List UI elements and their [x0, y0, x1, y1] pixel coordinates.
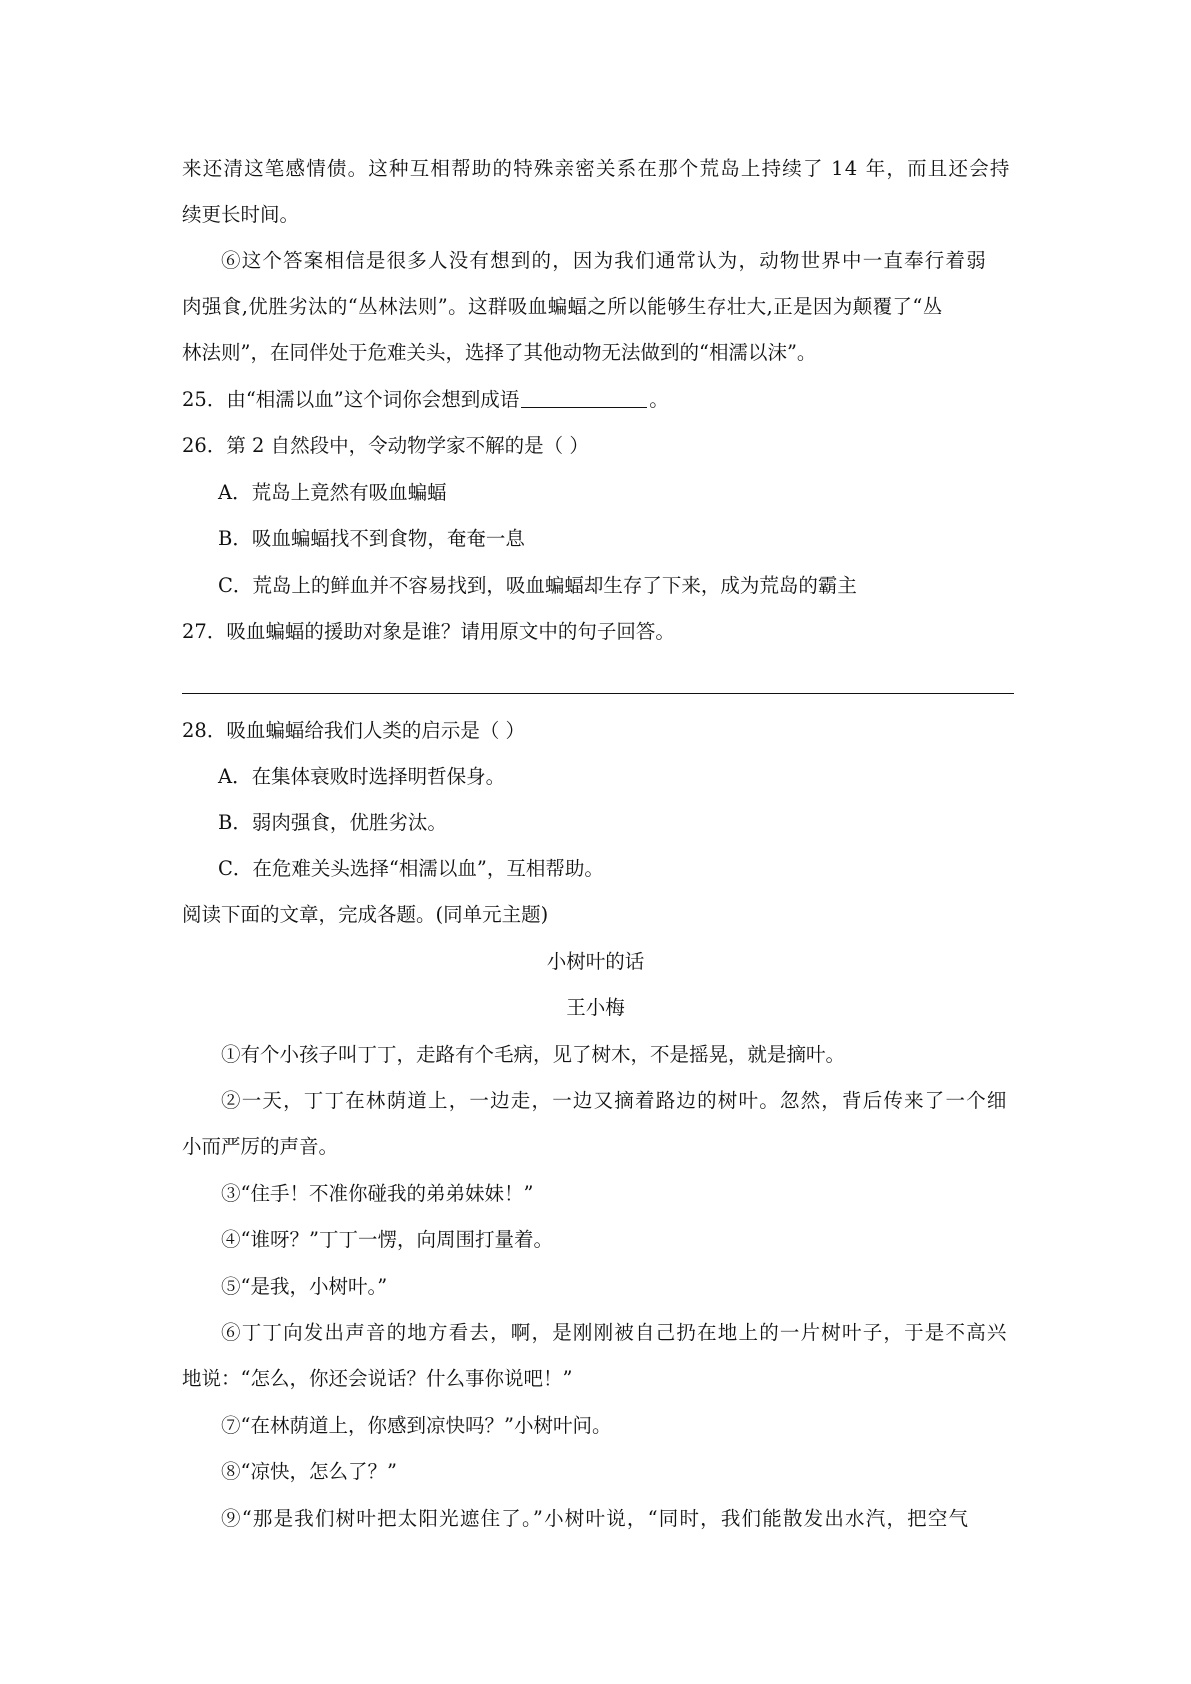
question-28-stem: 28．吸血蝙蝠给我们人类的启示是（ ）	[182, 719, 526, 742]
article-paragraph-8: ⑧“凉快，怎么了？”	[221, 1460, 397, 1483]
passage-paragraph-6-line: ⑥这个答案相信是很多人没有想到的，因为我们通常认为，动物世界中一直奉行着弱	[221, 249, 987, 272]
article-paragraph-9: ⑨“那是我们树叶把太阳光遮住了。”小树叶说，“同时，我们能散发出水汽，把空气	[221, 1507, 970, 1530]
article-paragraph-2-line: ②一天，丁丁在林荫道上，一边走，一边又摘着路边的树叶。忽然，背后传来了一个细	[221, 1089, 1008, 1112]
question-25-text: 25．由“相濡以血”这个词你会想到成语	[182, 388, 520, 411]
article-paragraph-4: ④“谁呀？”丁丁一愣，向周围打量着。	[221, 1228, 553, 1251]
question-26-option-a[interactable]: A．荒岛上竟然有吸血蝙蝠	[218, 481, 447, 504]
question-26-stem: 26．第 2 自然段中，令动物学家不解的是（ ）	[182, 434, 589, 457]
question-26-option-b[interactable]: B．吸血蝙蝠找不到食物，奄奄一息	[218, 527, 525, 550]
answer-line[interactable]	[182, 693, 1014, 694]
article-paragraph-2-line: 小而严厉的声音。	[182, 1135, 339, 1158]
passage-line: 来还清这笔感情债。这种互相帮助的特殊亲密关系在那个荒岛上持续了 14 年，而且还会持	[182, 157, 1011, 180]
question-25-suffix: 。	[649, 388, 669, 411]
article-paragraph-6-line: 地说：“怎么，你还会说话？什么事你说吧！”	[182, 1367, 573, 1390]
passage-paragraph-6-line: 肉强食,优胜劣汰的“丛林法则”。这群吸血蝙蝠之所以能够生存壮大,正是因为颠覆了“丛	[182, 295, 943, 318]
article-author: 王小梅	[566, 996, 625, 1019]
article-paragraph-1: ①有个小孩子叫丁丁，走路有个毛病，见了树木，不是摇晃，就是摘叶。	[221, 1043, 846, 1066]
question-28-option-a[interactable]: A．在集体衰败时选择明哲保身。	[218, 765, 506, 788]
question-26-option-c[interactable]: C．荒岛上的鲜血并不容易找到，吸血蝙蝠却生存了下来，成为荒岛的霸主	[218, 574, 857, 597]
reading-instruction: 阅读下面的文章，完成各题。(同单元主题)	[182, 903, 549, 926]
article-paragraph-6-line: ⑥丁丁向发出声音的地方看去，啊，是刚刚被自己扔在地上的一片树叶子，于是不高兴	[221, 1321, 1008, 1344]
question-25	[182, 388, 669, 412]
question-28-option-c[interactable]: C．在危难关头选择“相濡以血”，互相帮助。	[218, 857, 604, 880]
article-paragraph-5: ⑤“是我，小树叶。”	[221, 1275, 388, 1298]
answer-blank[interactable]	[521, 389, 647, 408]
question-28-option-b[interactable]: B．弱肉强食，优胜劣汰。	[218, 811, 447, 834]
article-paragraph-3: ③“住手！不准你碰我的弟弟妹妹！”	[221, 1182, 534, 1205]
passage-paragraph-6-line: 林法则”，在同伴处于危难关头，选择了其他动物无法做到的“相濡以沫”。	[182, 341, 817, 364]
passage-line: 续更长时间。	[182, 203, 300, 226]
question-27-stem: 27．吸血蝙蝠的援助对象是谁？请用原文中的句子回答。	[182, 620, 675, 643]
article-paragraph-7: ⑦“在林荫道上，你感到凉快吗？”小树叶问。	[221, 1414, 612, 1437]
article-title: 小树叶的话	[546, 950, 645, 973]
